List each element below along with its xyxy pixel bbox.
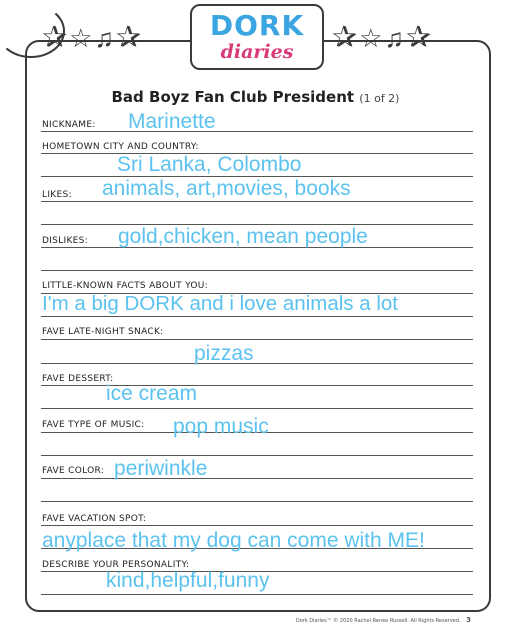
copyright-text: Dork Diaries™ © 2020 Rachel Renée Russell. All Rights Reserved. bbox=[295, 618, 461, 624]
color-label: FAVE COLOR: bbox=[42, 466, 105, 476]
facts-answer[interactable]: I'm a big DORK and i love animals a lot bbox=[42, 292, 398, 315]
dessert-line-2 bbox=[41, 408, 473, 409]
dessert-answer[interactable]: ice cream bbox=[106, 382, 198, 405]
personality-answer[interactable]: kind,helpful,funny bbox=[106, 569, 270, 592]
music-label: FAVE TYPE OF MUSIC: bbox=[42, 420, 145, 430]
vacation-line-1 bbox=[41, 525, 473, 526]
vacation-label: FAVE VACATION SPOT: bbox=[42, 514, 147, 524]
snack-line-1 bbox=[41, 339, 473, 340]
star-icon: ☆ bbox=[359, 23, 385, 53]
nickname-label: NICKNAME: bbox=[42, 120, 96, 130]
likes-line-1 bbox=[41, 201, 473, 202]
stars-notes-left-decoration bbox=[42, 20, 143, 55]
music-note-icon: ♫ bbox=[384, 23, 406, 53]
page-number: 3 bbox=[466, 616, 471, 624]
star-outline-icon: ✰ bbox=[405, 21, 434, 54]
stars-notes-right-decoration bbox=[332, 20, 433, 55]
dislikes-label: DISLIKES: bbox=[42, 236, 88, 246]
color-line-1 bbox=[41, 478, 473, 479]
nickname-answer[interactable]: Marinette bbox=[128, 110, 216, 133]
dislikes-line-2 bbox=[41, 270, 473, 271]
facts-line-2 bbox=[41, 316, 473, 317]
personality-label: DESCRIBE YOUR PERSONALITY: bbox=[42, 560, 190, 570]
page-subtitle: (1 of 2) bbox=[359, 92, 400, 105]
snack-label: FAVE LATE-NIGHT SNACK: bbox=[42, 327, 164, 337]
facts-label: LITTLE-KNOWN FACTS ABOUT YOU: bbox=[42, 281, 208, 291]
page-title bbox=[0, 88, 511, 106]
dork-diaries-logo bbox=[190, 4, 324, 70]
star-outline-icon: ✰ bbox=[115, 21, 144, 54]
logo-top-text: DORK bbox=[209, 9, 305, 42]
snack-answer[interactable]: pizzas bbox=[194, 342, 254, 365]
logo-bottom-text: diaries bbox=[220, 41, 294, 63]
star-outline-icon: ✰ bbox=[42, 21, 70, 54]
star-outline-icon: ✰ bbox=[332, 21, 360, 54]
dessert-label: FAVE DESSERT: bbox=[42, 374, 114, 384]
music-answer[interactable]: pop music bbox=[173, 415, 269, 438]
star-icon: ☆ bbox=[69, 23, 95, 53]
vacation-answer[interactable]: anyplace that my dog can come with ME! bbox=[42, 529, 425, 552]
color-line-2 bbox=[41, 501, 473, 502]
color-answer[interactable]: periwinkle bbox=[114, 457, 208, 480]
music-line-2 bbox=[41, 455, 473, 456]
likes-label: LIKES: bbox=[42, 190, 72, 200]
personality-line-2 bbox=[41, 594, 473, 595]
hometown-label: HOMETOWN CITY AND COUNTRY: bbox=[42, 142, 199, 152]
page-title-text: Bad Boyz Fan Club President bbox=[111, 88, 355, 106]
likes-answer[interactable]: animals, art,movies, books bbox=[102, 177, 351, 200]
music-note-icon: ♫ bbox=[94, 23, 116, 53]
copyright-footer bbox=[296, 616, 471, 624]
hometown-answer[interactable]: Sri Lanka, Colombo bbox=[117, 153, 302, 176]
snack-line-2 bbox=[41, 363, 473, 364]
dislikes-answer[interactable]: gold,chicken, mean people bbox=[118, 225, 368, 248]
nickname-line bbox=[41, 131, 473, 132]
